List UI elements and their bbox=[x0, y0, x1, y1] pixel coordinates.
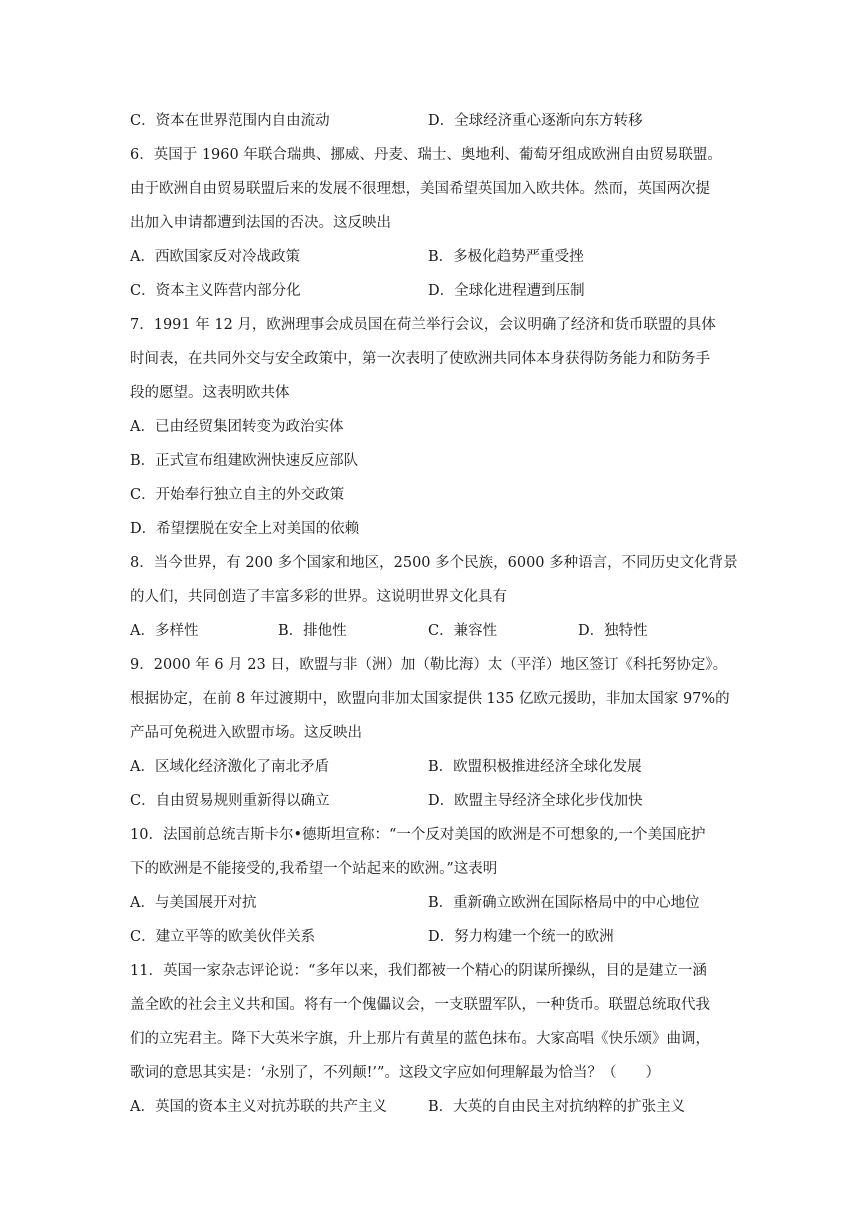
q10-stem-line-1: 10．法国前总统吉斯卡尔•德斯坦宣称：“一个反对美国的欧洲是不可想象的,一个美国庇护 bbox=[130, 827, 706, 843]
q8-option-b: B．排他性 bbox=[278, 623, 347, 639]
q8-option-d: D．独特性 bbox=[578, 623, 648, 639]
q10-option-a: A．与美国展开对抗 bbox=[130, 895, 257, 911]
q5-option-d: D．全球经济重心逐渐向东方转移 bbox=[428, 113, 643, 129]
q9-option-d: D．欧盟主导经济全球化步伐加快 bbox=[428, 793, 643, 809]
q7-stem-line-2: 时间表，在共同外交与安全政策中，第一次表明了使欧洲共同体本身获得防务能力和防务手 bbox=[130, 351, 710, 367]
q6-stem-line-1: 6．英国于 1960 年联合瑞典、挪威、丹麦、瑞士、奥地利、葡萄牙组成欧洲自由贸易联盟。 bbox=[130, 147, 722, 163]
q11-stem-line-1: 11．英国一家杂志评论说：“多年以来，我们都被一个精心的阴谋所操纵，目的是建立一涵 bbox=[130, 963, 707, 979]
q6-stem-line-2: 由于欧洲自由贸易联盟后来的发展不很理想，美国希望英国加入欧共体。然而，英国两次提 bbox=[130, 181, 710, 197]
q9-option-a: A．区域化经济激化了南北矛盾 bbox=[130, 759, 329, 775]
q9-option-c: C．自由贸易规则重新得以确立 bbox=[130, 793, 330, 809]
q11-stem-line-4: 歌词的意思其实是：‘永别了，不列颠!’”。这段文字应如何理解最为恰当？（ ） bbox=[130, 1065, 660, 1081]
q7-option-a: A．已由经贸集团转变为政治实体 bbox=[130, 419, 344, 435]
q9-stem-line-3: 产品可免税进入欧盟市场。这反映出 bbox=[130, 725, 362, 741]
q6-option-a: A．西欧国家反对冷战政策 bbox=[130, 249, 300, 265]
q6-option-d: D．全球化进程遭到压制 bbox=[428, 283, 585, 299]
q7-stem-line-1: 7．1991 年 12 月，欧洲理事会成员国在荷兰举行会议，会议明确了经济和货币联盟的具体 bbox=[130, 317, 716, 333]
q11-stem-line-3: 们的立宪君主。降下大英米字旗，升上那片有黄星的蓝色抹布。大家高唱《快乐颂》曲调， bbox=[130, 1031, 710, 1047]
q6-option-b: B．多极化趋势严重受挫 bbox=[428, 249, 584, 265]
q10-option-c: C．建立平等的欧美伙伴关系 bbox=[130, 929, 316, 945]
q7-option-c: C．开始奉行独立自主的外交政策 bbox=[130, 487, 345, 503]
q11-option-a: A．英国的资本主义对抗苏联的共产主义 bbox=[130, 1099, 387, 1115]
q9-stem-line-2: 根据协定，在前 8 年过渡期中，欧盟向非加太国家提供 135 亿欧元援助，非加太国家 97%的 bbox=[130, 691, 730, 707]
q10-option-b: B．重新确立欧洲在国际格局中的中心地位 bbox=[428, 895, 700, 911]
q9-option-b: B．欧盟积极推进经济全球化发展 bbox=[428, 759, 642, 775]
q8-stem-line-1: 8．当今世界，有 200 多个国家和地区，2500 多个民族，6000 多种语言，不同历史文化背景 bbox=[130, 555, 738, 571]
q8-option-a: A．多样性 bbox=[130, 623, 199, 639]
q9-stem-line-1: 9．2000 年 6 月 23 日，欧盟与非（洲）加（勒比海）太（平洋）地区签订《科托努协定》。 bbox=[130, 657, 728, 673]
q11-option-b: B．大英的自由民主对抗纳粹的扩张主义 bbox=[428, 1099, 686, 1115]
q7-option-d: D．希望摆脱在安全上对美国的依赖 bbox=[130, 521, 360, 537]
q10-option-d: D．努力构建一个统一的欧洲 bbox=[428, 929, 614, 945]
q6-stem-line-3: 出加入申请都遭到法国的否决。这反映出 bbox=[130, 215, 391, 231]
q8-stem-line-2: 的人们，共同创造了丰富多彩的世界。这说明世界文化具有 bbox=[130, 589, 507, 605]
q11-stem-line-2: 盖全欧的社会主义共和国。将有一个傀儡议会，一支联盟军队，一种货币。联盟总统取代我 bbox=[130, 997, 710, 1013]
q7-option-b: B．正式宣布组建欧洲快速反应部队 bbox=[130, 453, 359, 469]
q6-option-c: C．资本主义阵营内部分化 bbox=[130, 283, 301, 299]
q10-stem-line-2: 下的欧洲是不能接受的,我希望一个站起来的欧洲。”这表明 bbox=[130, 861, 498, 877]
q7-stem-line-3: 段的愿望。这表明欧共体 bbox=[130, 385, 290, 401]
q5-option-c: C．资本在世界范围内自由流动 bbox=[130, 113, 330, 129]
q8-option-c: C．兼容性 bbox=[428, 623, 498, 639]
